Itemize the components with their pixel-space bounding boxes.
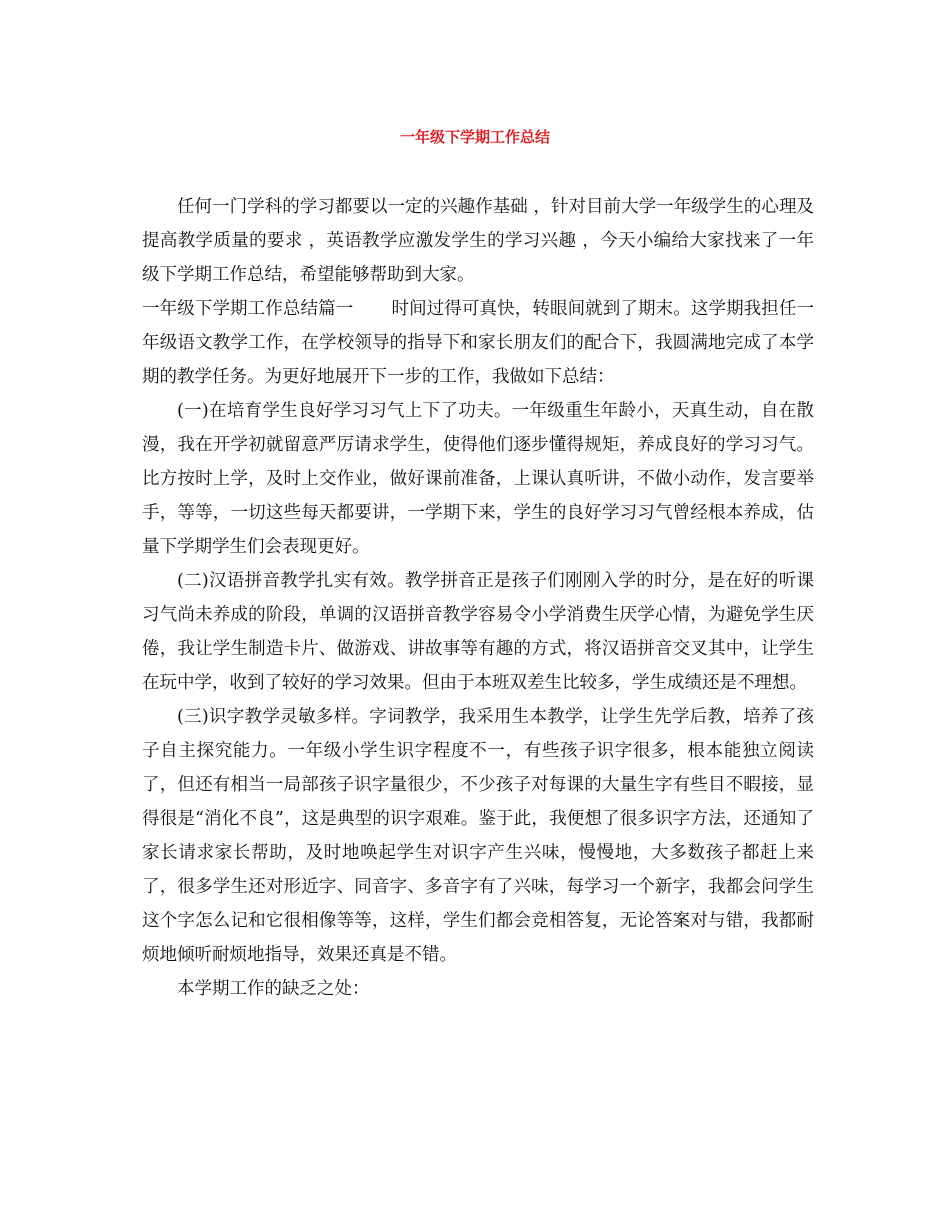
body-paragraph-1: (一)在培育学生良好学习习气上下了功夫。一年级重生年龄小，天真生动，自在散漫，我在开学初就留意严厉请求学生，使得他们逐步懂得规矩，养成良好的学习习气。比方按时上学，及时上交作业，做好课前准备，上课认真听讲，不做小动作，发言要举手，等等，一切这些每天都要讲，一学期下来，学生的良好学习习气曾经根本养成，估量下学期学生们会表现更好。 xyxy=(142,401,814,557)
body-paragraph-3: (三)识字教学灵敏多样。字词教学，我采用生本教学，让学生先学后教，培养了孩子自主探究能力。一年级小学生识字程度不一，有些孩子识字很多，根本能独立阅读了，但还有相当一局部孩子识字量很少，不少孩子对每课的大量生字有些目不暇接，显得很是“消化不良”，这是典型的识字艰难。鉴于此，我便想了很多识字方法，还通知了家长请求家长帮助，及时地唤起学生对识字产生兴味，慢慢地，大多数孩子都赶上来了，很多学生还对形近字、同音字、多音字有了兴味，每学习一个新字，我都会问学生这个字怎么记和它很相像等等，这样，学生们都会竞相答复，无论答案对与错，我都耐烦地倾听耐烦地指导，效果还真是不错。 xyxy=(142,707,814,965)
body-paragraph-2: (二)汉语拼音教学扎实有效。教学拼音正是孩子们刚刚入学的时分，是在好的听课习气尚未养成的阶段，单调的汉语拼音教学容易令小学消费生厌学心情，为避免学生厌倦，我让学生制造卡片、做游戏、讲故事等有趣的方式，将汉语拼音交叉其中，让学生在玩中学，收到了较好的学习效果。但由于本班双差生比较多，学生成绩还是不理想。 xyxy=(142,571,814,693)
document-body xyxy=(142,190,814,1006)
section-heading: 一年级下学期工作总结篇一 xyxy=(142,299,354,319)
intro-paragraph: 任何一门学科的学习都要以一定的兴趣作基础 ，针对目前大学一年级学生的心理及提高教学质量的要求 ，英语教学应激发学生的学习兴趣 ，今天小编给大家找来了一年级下学期工作总结，希望能够帮助到大家。 xyxy=(142,197,814,285)
document-title: 一年级下学期工作总结 xyxy=(399,128,550,146)
closing-heading: 本学期工作的缺乏之处： xyxy=(177,979,370,999)
section-lead: 时间过得可真快，转眼间就到了期末。这学期我担任一年级语文教学工作，在学校领导的指导下和家长朋友们的配合下，我圆满地完成了本学期的教学任务。为更好地展开下一步的工作，我做如下总结： xyxy=(142,299,815,387)
section-paragraph xyxy=(142,292,814,394)
